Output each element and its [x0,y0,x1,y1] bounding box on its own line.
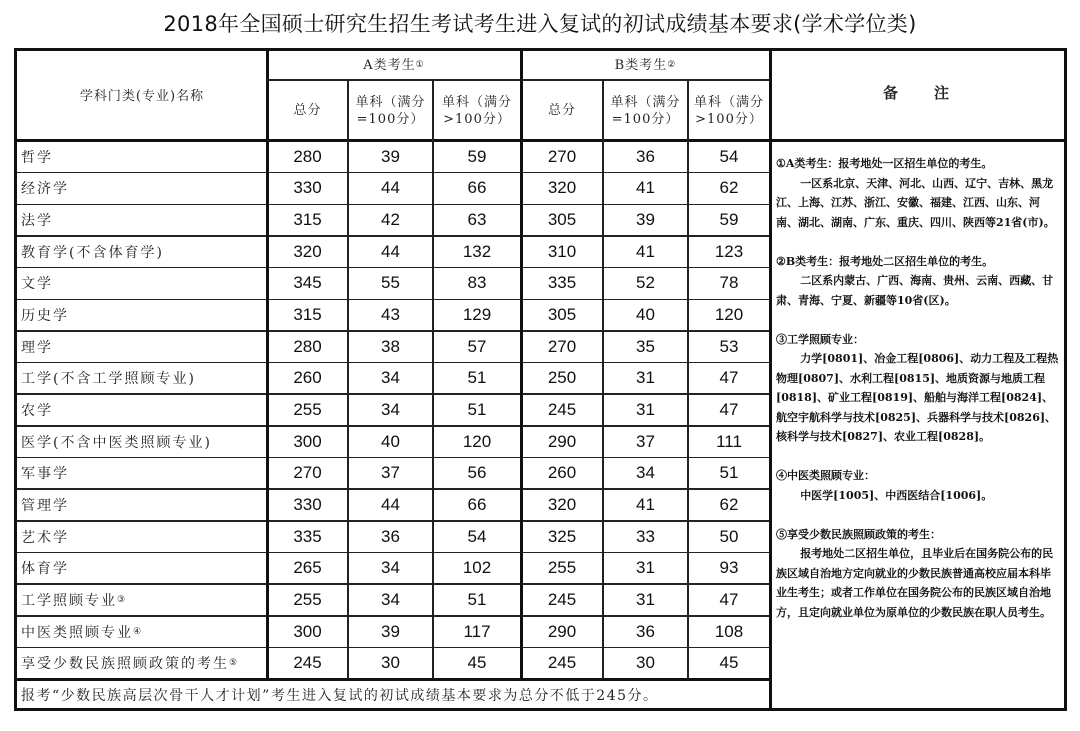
score-cell-a-s100: 44 [381,178,400,198]
subject-name: 军事学 [21,466,69,483]
grid-line [432,80,434,679]
grid-line [17,362,770,364]
notes-panel [770,141,1064,622]
header-b-single-100-line1: 单科（满分 [610,94,681,110]
score-cell-b-sgt100: 47 [719,400,739,419]
score-cell-b-sgt100: 120 [714,305,744,325]
subject-name-cell [17,647,267,679]
score-cell-b-total: 245 [547,589,577,609]
group-b-footnote-mark: ② [667,60,677,70]
score-cell-b-s100: 41 [636,494,655,514]
subject-name-cell [17,236,267,268]
score-cell-a-total: 300 [293,431,322,451]
grid-line [17,425,770,427]
grid-line [17,457,770,459]
score-cell-b-s100: 31 [636,589,655,609]
header-subject-name: 学科门类(专业)名称 [79,88,205,104]
header-a-single-100-line1: 单科（满分 [355,94,426,110]
header-a-single-gt100-line2: >100分） [443,111,511,127]
subject-name: 法学 [21,213,53,230]
score-cell-a-sgt100: 66 [467,494,487,514]
score-cell-a-sgt100: 117 [463,621,491,641]
score-cell-b-s100: 36 [636,621,655,641]
score-cell-a-sgt100: 83 [467,273,487,293]
score-cell-b-total: 305 [547,210,577,230]
score-cell-b-s100: 41 [636,241,655,261]
header-group-a [267,51,521,80]
score-cell-a-s100: 34 [381,589,400,609]
subject-name-cell [17,458,267,490]
score-cell-b-s100: 37 [636,431,655,451]
score-cell-b-sgt100: 51 [719,463,739,483]
score-cell-a-s100: 36 [381,526,400,546]
subject-name: 体育学 [21,561,69,578]
score-cell-a-s100: 34 [381,400,400,419]
header-b-single-gt100 [688,80,770,141]
subject-name-cell [17,489,267,521]
subject-name-cell [17,394,267,426]
score-cell-b-s100: 40 [636,305,655,325]
header-a-single-100 [348,80,433,141]
score-cell-a-total: 315 [293,210,322,230]
score-cell-b-total: 245 [547,400,577,419]
score-cell-a-total: 280 [293,336,322,356]
score-cell-a-sgt100: 120 [462,431,492,451]
header-a-total: 总分 [293,103,322,118]
footnote-mark: ⑤ [229,658,238,669]
score-cell-a-s100: 44 [381,241,400,261]
score-cell-a-total: 330 [293,178,322,198]
score-cell-a-sgt100: 59 [467,146,487,166]
score-cell-b-s100: 36 [636,146,655,166]
score-cell-a-s100: 34 [381,558,400,578]
subject-name: 历史学 [21,308,69,325]
score-cell-b-s100: 30 [636,653,655,673]
subject-name-cell [17,552,267,584]
subject-name-cell [17,141,267,173]
subject-name: 享受少数民族照顾政策的考生 [21,656,229,673]
score-cell-b-s100: 39 [636,210,655,230]
score-cell-b-total: 250 [547,368,577,388]
score-cell-b-total: 325 [547,526,577,546]
subject-name: 工学(不含工学照顾专业) [21,371,196,388]
grid-line [17,330,770,332]
note-1-body: 一区系北京、天津、河北、山西、辽宁、吉林、黑龙江、上海、江苏、浙江、安徽、福建、江西、山东、河南、湖北、湖南、广东、重庆、四川、陕西等21省(市)。 [776,176,1055,229]
score-cell-b-total: 255 [547,558,577,578]
note-5-title: ⑤享受少数民族照顾政策的考生： [776,527,941,541]
note-2-body: 二区系内蒙古、广西、海南、贵州、云南、西藏、甘肃、青海、宁夏、新疆等10省(区)。 [776,274,1054,307]
grid-line [17,552,770,554]
header-b-single-100 [603,80,688,141]
footnote-mark: ④ [133,626,142,637]
score-cell-b-sgt100: 53 [719,336,739,356]
score-cell-a-sgt100: 51 [467,400,487,419]
note-5-body: 报考地处二区招生单位，且毕业后在国务院公布的民族区域自治地方定向就业的少数民族普通高校应届本科毕业生考生；或者工作单位在国务院公布的民族区域自治地方，且定向就业单位为原单位的少数民族在职人员考生。 [776,547,1054,619]
subject-name: 农学 [21,403,53,419]
score-cell-a-total: 265 [293,558,322,578]
subject-name-cell [17,268,267,300]
score-cell-b-sgt100: 45 [719,653,739,673]
score-cell-a-s100: 43 [381,305,400,325]
score-cell-b-s100: 31 [636,400,655,419]
subject-name-cell [17,584,267,616]
score-cell-b-s100: 31 [636,558,655,578]
score-cell-a-sgt100: 129 [462,305,492,325]
score-cell-a-total: 300 [293,621,322,641]
score-cell-a-total: 255 [293,589,322,609]
header-b-single-gt100-line2: >100分） [695,111,763,127]
score-cell-a-s100: 30 [381,653,400,673]
footnote-mark: ③ [117,594,126,605]
score-cell-a-total: 270 [293,463,322,483]
score-cell-a-total: 315 [293,305,322,325]
score-cell-a-s100: 55 [381,273,400,293]
group-a-label: A类考生 [363,58,416,73]
score-cell-b-sgt100: 108 [714,621,744,641]
score-cell-a-total: 335 [293,526,322,546]
note-2-title: ②B类考生：报考地处二区招生单位的考生。 [776,254,994,268]
score-cell-a-s100: 44 [381,494,400,514]
score-cell-a-s100: 39 [381,621,400,641]
subject-name: 医学(不含中医类照顾专业) [21,434,212,451]
page-title: 2018年全国硕士研究生招生考试考生进入复试的初试成绩基本要求(学术学位类) [163,12,917,36]
grid-line [17,583,770,585]
score-cell-b-total: 310 [547,241,577,261]
score-cell-a-sgt100: 66 [467,178,487,198]
subject-name-cell [17,173,267,205]
score-cell-b-total: 335 [547,273,577,293]
subject-name-cell [17,363,267,395]
score-cell-a-sgt100: 63 [467,210,487,230]
grid-line [347,80,349,679]
grid-line [17,299,770,301]
score-cell-b-sgt100: 123 [714,241,744,261]
score-cell-b-s100: 35 [636,336,655,356]
group-b-label: B类考生 [614,58,668,73]
subject-name: 哲学 [21,149,53,166]
grid-line [17,615,770,617]
score-cell-b-total: 290 [547,621,577,641]
score-cell-b-total: 245 [547,653,577,673]
subject-name-cell [17,331,267,363]
score-cell-a-total: 255 [293,400,322,419]
note-3-body: 力学[0801]、冶金工程[0806]、动力工程及工程热物理[0807]、水利工程[0815]、地质资源与地质工程[0818]、矿业工程[0819]、船舶与海洋工程[0824]、航空宇航科学与技术[0825]、兵器科学与技术[0826]、核科学与技术[0827]、农业工程[0828]。 [776,352,1059,443]
score-cell-b-total: 320 [547,178,577,198]
subject-name: 艺术学 [21,529,69,546]
subject-name: 中医类照顾专业 [21,624,133,641]
score-cell-b-total: 270 [547,336,577,356]
grid-line [17,235,770,237]
note-3-title: ③工学照顾专业： [776,332,864,346]
header-group-b [521,51,770,80]
header-b-single-gt100-line1: 单科（满分 [693,94,764,110]
grid-line [17,488,770,490]
grid-line [17,267,770,269]
subject-name: 理学 [21,339,53,356]
score-cell-b-sgt100: 50 [719,526,739,546]
header-a-single-100-line2: =100分） [356,111,425,127]
subject-name: 文学 [21,276,53,293]
score-cell-a-sgt100: 51 [467,368,487,388]
score-cell-a-total: 320 [293,241,322,261]
score-cell-b-sgt100: 62 [719,178,739,198]
score-cell-b-s100: 41 [636,178,655,198]
score-cell-a-s100: 38 [381,336,400,356]
note-4-title: ④中医类照顾专业： [776,469,875,482]
subject-name-cell [17,616,267,648]
score-cell-b-sgt100: 62 [719,494,739,514]
score-cell-a-total: 245 [293,653,322,673]
grid-line [266,51,269,679]
score-cell-a-sgt100: 51 [467,589,487,609]
score-cell-b-sgt100: 54 [719,146,739,166]
score-cell-b-total: 305 [547,305,577,325]
subject-name: 经济学 [21,181,69,198]
subject-name-cell [17,521,267,553]
grid-line [17,520,770,522]
grid-line [520,51,523,679]
score-cell-a-total: 280 [293,146,322,166]
note-4-body: 中医学[1005]、中西医结合[1006]。 [800,488,993,502]
score-cell-a-s100: 39 [381,146,400,166]
note-1-title: ①A类考生：报考地处一区招生单位的考生。 [776,157,993,170]
score-cell-b-total: 290 [547,431,577,451]
score-cell-a-total: 345 [293,273,322,293]
subject-name: 管理学 [21,497,69,514]
grid-line [687,80,689,679]
score-cell-b-sgt100: 59 [719,210,739,230]
score-cell-a-total: 260 [293,368,322,388]
grid-line [17,204,770,206]
score-cell-b-sgt100: 47 [719,589,739,609]
score-cell-b-s100: 34 [636,463,655,483]
score-cell-a-sgt100: 56 [467,463,487,483]
grid-line [17,172,770,174]
score-cell-b-total: 320 [547,494,577,514]
subject-name-cell [17,299,267,331]
header-notes: 备 注 [882,83,951,102]
score-cell-a-s100: 42 [381,210,400,230]
score-cell-b-sgt100: 78 [719,273,739,293]
score-cell-b-sgt100: 93 [719,558,739,578]
header-b-total: 总分 [547,103,576,118]
score-cell-b-s100: 33 [636,526,655,546]
score-cell-b-total: 260 [547,463,577,483]
header-a-single-gt100 [433,80,521,141]
score-cell-a-sgt100: 45 [467,653,487,673]
grid-line [267,79,770,81]
score-cell-b-s100: 31 [636,368,655,388]
subject-name: 教育学(不含体育学) [21,244,164,261]
footer-note: 报考“少数民族高层次骨干人才计划”考生进入复试的初试成绩基本要求为总分不低于245分。 [21,688,659,704]
score-cell-a-s100: 37 [381,463,400,483]
subject-name-cell [17,204,267,236]
score-cell-b-total: 270 [547,146,577,166]
grid-line [17,393,770,395]
score-cell-b-sgt100: 47 [719,368,739,388]
header-b-single-100-line2: =100分） [611,111,680,127]
score-cell-a-s100: 34 [381,368,400,388]
score-cell-a-sgt100: 102 [462,558,492,578]
grid-line [602,80,604,679]
score-cell-a-sgt100: 54 [467,526,487,546]
grid-line [17,647,770,649]
subject-name-cell [17,426,267,458]
score-cell-a-sgt100: 132 [462,241,492,261]
score-cell-a-s100: 40 [381,431,400,451]
score-cell-b-sgt100: 111 [716,431,742,451]
group-a-footnote-mark: ① [415,60,425,70]
score-cell-a-total: 330 [293,494,322,514]
score-cell-b-s100: 52 [636,273,655,293]
header-a-single-gt100-line1: 单科（满分 [441,94,512,110]
subject-name: 工学照顾专业 [21,592,117,609]
score-cell-a-sgt100: 57 [467,336,487,356]
